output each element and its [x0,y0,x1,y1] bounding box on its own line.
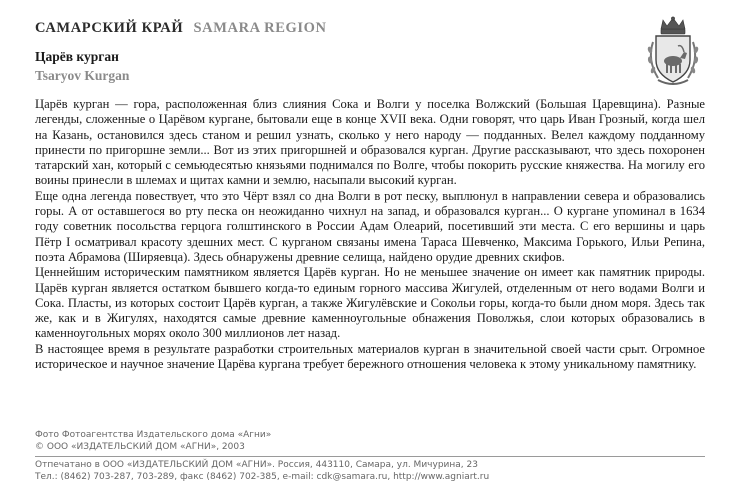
header-title-en: SAMARA REGION [193,20,327,36]
photo-credits [35,429,271,453]
page-header [35,20,327,37]
samara-coat-of-arms-icon [644,16,702,88]
article-title-ru: Царёв курган [35,49,119,64]
article-paragraph: Еще одна легенда повествует, что это Чёрт взял со дна Волги в рот песку, выплюнул в направлении севера и образовались горы. А от оставшегося во рту песка он неожиданно чихнул на запад, и образовался курган... О кургане упоминал в 1634 году советник посольства герцога голштинского в России Адам Олеарий, посетивший эти места. С его вершины и царь Пётр I осматривал красоту здешних мест. С курганом связаны имена Тараса Шевченко, Максима Горького, Ильи Репина, поэта Абрамова (Ширяевца). Здесь обнаружены древние селища, найдено орудие древних скифов. [35,188,705,264]
footer-divider [35,456,705,457]
article-paragraph: Ценнейшим историческим памятником является Царёв курган. Но не меньшее значение он имеет как памятник природы. Царёв курган является остатком бывшего когда-то единым горного массива Жигулей, отделенным от него водами Волги и Сока. Пласты, из которых состоит Царёв курган, а также Жигулёвские и Сокольи горы, когда-то были дном моря. Здесь так же, как и в Жигулях, находятся самые древние каменноугольные обнажения Поволжья, слои которых образовались в каменноугольных морях около 300 миллионов лет назад. [35,265,705,341]
article-body [35,97,705,372]
article-paragraph: Царёв курган — гора, расположенная близ слияния Сока и Волги у поселка Волжский (Большая Царевщина). Разные легенды, сложенные о Царёвом кургане, бытовали еще в конце XVII века. Одни говорят, что царь Иван Грозный, когда шел на Казань, остановился здесь станом и решил узнать, сколько у него народу — подданных. Велел каждому подданному принести по пригоршне земли... Вот из этих пригоршней и образовался курган. Другие рассказывают, что здесь похоронен татарский хан, который с семьюдесятью князьями поднимался по Волге, чтобы покорить русские княжества. На могилу его воины принесли в шлемах и щитах камни и землю, насыпали высокий курган. [35,97,705,188]
photo-credit-line: Фото Фотоагентства Издательского дома «Агни» [35,430,272,440]
printed-by-line: Отпечатано в ООО «ИЗДАТЕЛЬСКИЙ ДОМ «АГНИ». Россия, 443110, Самара, ул. Мичурина, 23 [35,460,478,470]
article-paragraph: В настоящее время в результате разработки строительных материалов курган в значительной своей части срыт. Огромное историческое и научное значение Царёва кургана требует бережного отношения человека к этому уникальному памятнику. [35,341,705,372]
header-title-ru: САМАРСКИЙ КРАЙ [35,20,184,36]
publisher-info [35,459,489,483]
article-title-en: Tsaryov Kurgan [35,68,130,83]
copyright-line: © ООО «ИЗДАТЕЛЬСКИЙ ДОМ «АГНИ», 2003 [35,442,245,452]
contacts-line: Тел.: (8462) 703-287, 703-289, факс (8462) 702-385, e-mail: cdk@samara.ru, http://www.agniart.ru [35,472,490,482]
